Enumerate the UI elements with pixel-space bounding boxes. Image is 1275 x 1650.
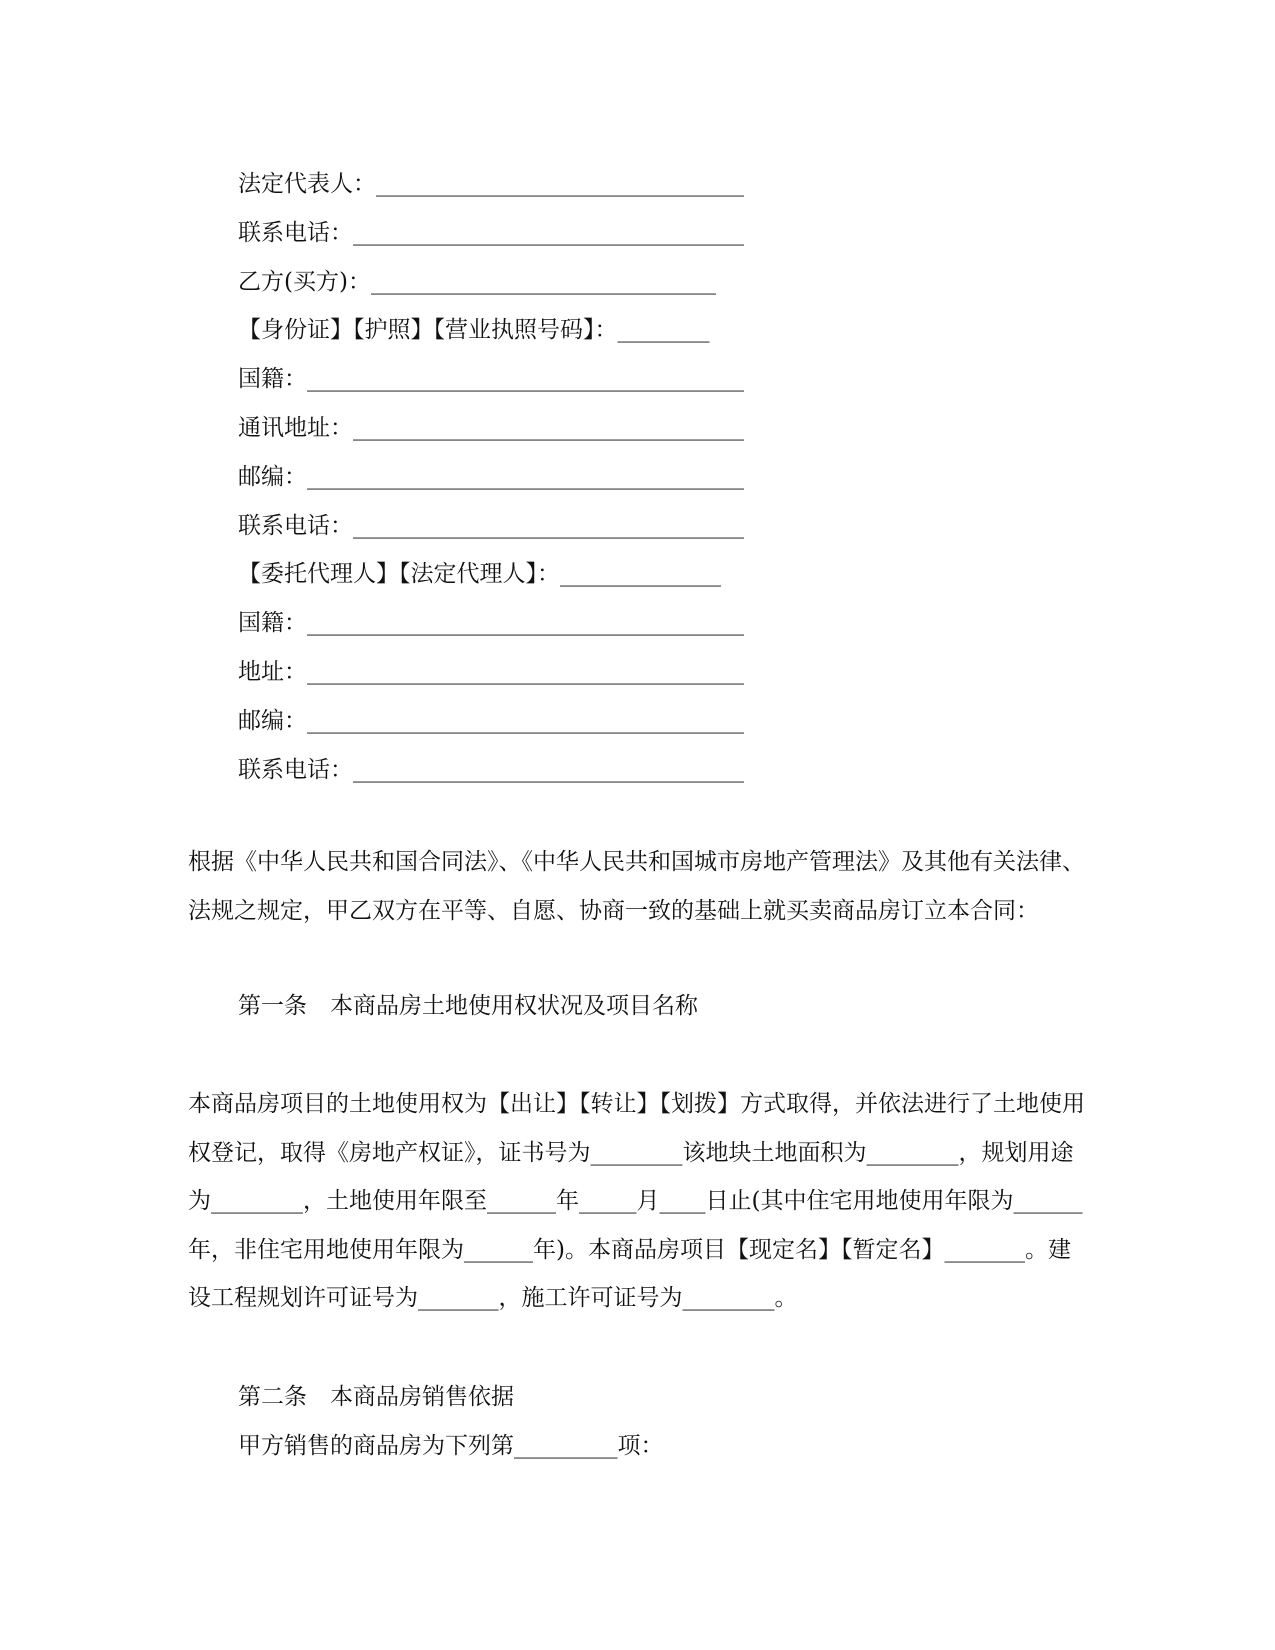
article-1-paragraph: 本商品房项目的土地使用权为【出让】【转让】【划拨】方式取得，并依法进行了土地使用权登记，取得《房地产权证》，证书号为________该地块土地面积为________，规划用途为________，土地使用年限至______年_____月____日止(其中住宅用地使用年限为______年，非住宅用地使用年限为______年)。本商品房项目【现定名】【暂定名】_______。建设工程规划许可证号为_______，施工许可证号为________。	[188, 1091, 1085, 1312]
article-2-title: 第二条 本商品房销售依据	[238, 1384, 514, 1410]
agent-address-field: 地址：______________________________________	[238, 658, 744, 685]
party-info-fields	[238, 160, 818, 794]
article-2-paragraph: 甲方销售的商品房为下列第_________项：	[238, 1433, 664, 1459]
party-b-phone-field: 联系电话：__________________________________	[238, 512, 744, 539]
party-b-buyer-field: 乙方(买方)：______________________________	[238, 268, 716, 295]
intro-paragraph: 根据《中华人民共和国合同法》、《中华人民共和国城市房地产管理法》及其他有关法律、法规之规定，甲乙双方在平等、自愿、协商一致的基础上就买卖商品房订立本合同：	[188, 849, 1085, 924]
id-document-number-field: 【身份证】【护照】【营业执照号码】：________	[238, 317, 710, 344]
article-1-body-block	[188, 1080, 1088, 1323]
agent-nationality-field: 国籍：______________________________________	[238, 610, 744, 637]
article-2-body-block	[188, 1422, 1088, 1471]
agent-postcode-field: 邮编：______________________________________	[238, 707, 744, 734]
postcode-field: 邮编：______________________________________	[238, 463, 744, 490]
mailing-address-field: 通讯地址：__________________________________	[238, 414, 744, 441]
nationality-field: 国籍：______________________________________	[238, 366, 744, 393]
party-a-phone-field: 联系电话：__________________________________	[238, 219, 744, 246]
contract-intro	[188, 838, 1088, 935]
article-1-title: 第一条 本商品房土地使用权状况及项目名称	[238, 993, 698, 1019]
legal-representative-field: 法定代表人：________________________________	[238, 171, 744, 197]
article-2-heading-block	[188, 1373, 1088, 1422]
article-1-heading-block	[188, 982, 1088, 1031]
agent-field: 【委托代理人】【法定代理人】：______________	[238, 561, 721, 588]
agent-phone-field: 联系电话：__________________________________	[238, 756, 744, 783]
